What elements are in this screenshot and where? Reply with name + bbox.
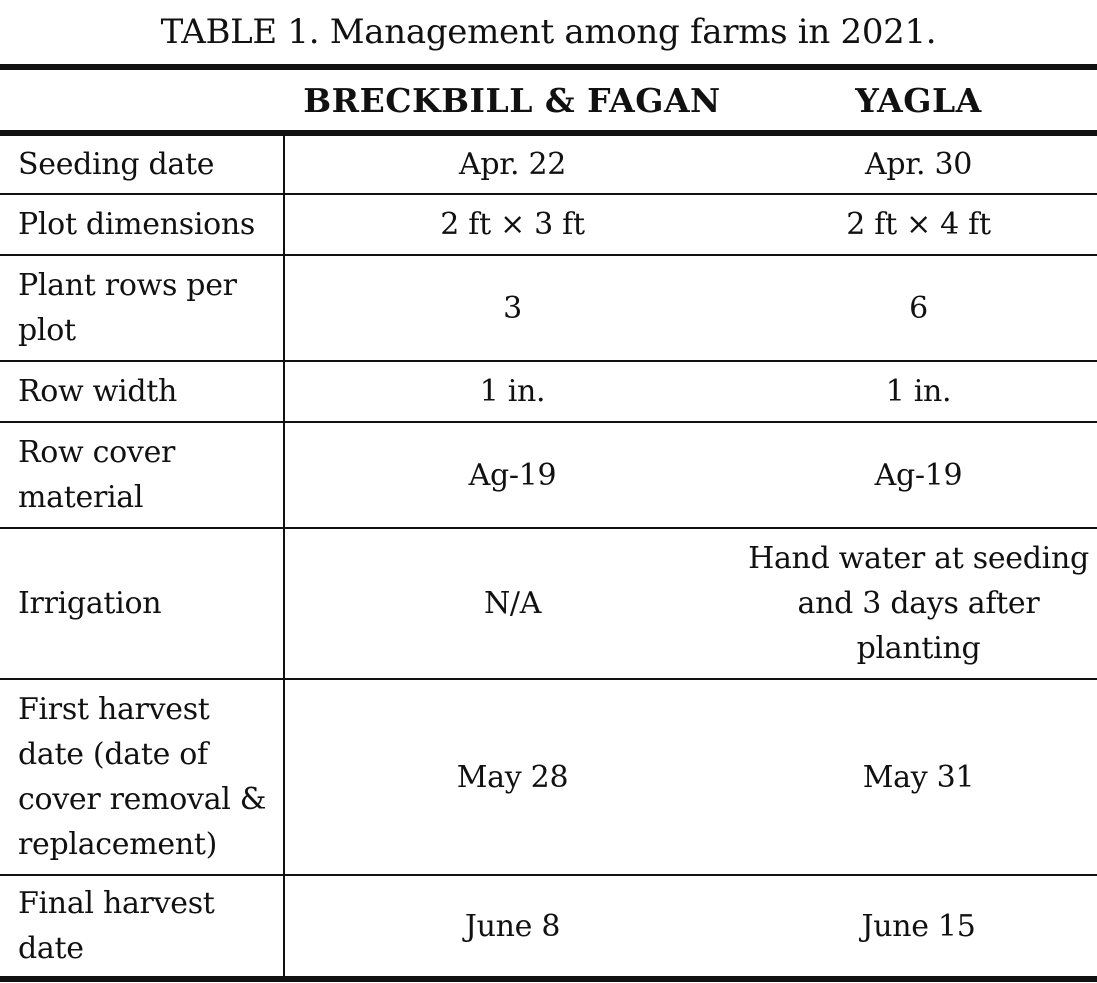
breckbill-fagan-cell: June 8 (284, 875, 740, 979)
yagla-cell: June 15 (740, 875, 1097, 979)
header-yagla: YAGLA (740, 67, 1097, 133)
breckbill-fagan-cell: Ag-19 (284, 422, 740, 528)
row-label: Plot dimensions (0, 194, 284, 255)
header-breckbill-fagan: BRECKBILL & FAGAN (284, 67, 740, 133)
row-label: Seeding date (0, 133, 284, 194)
row-label: First harvest date (date of cover removal & replacement) (0, 679, 284, 875)
table-row (0, 194, 1097, 255)
yagla-cell: May 31 (740, 679, 1097, 875)
table-row (0, 875, 1097, 979)
yagla-cell: Apr. 30 (864, 147, 973, 182)
breckbill-fagan-cell: 2 ft × 3 ft (284, 194, 740, 255)
row-label: Plant rows per plot (0, 255, 284, 361)
table-caption: TABLE 1. Management among farms in 2021. (160, 12, 937, 52)
table-row (0, 422, 1097, 528)
yagla-cell: 2 ft × 4 ft (740, 194, 1097, 255)
breckbill-fagan-cell: 1 in. (284, 361, 740, 422)
row-label: Row width (0, 361, 284, 422)
row-label: Irrigation (0, 528, 284, 679)
yagla-cell: Hand water at seeding and 3 days after planting (740, 528, 1097, 679)
table-row (0, 133, 1097, 194)
table-row (0, 679, 1097, 875)
table-row (0, 528, 1097, 679)
row-label: Final harvest date (0, 875, 284, 979)
yagla-cell: 1 in. (740, 361, 1097, 422)
table-row (0, 361, 1097, 422)
management-table (0, 64, 1097, 982)
header-row (0, 67, 1097, 133)
table-row (0, 255, 1097, 361)
breckbill-fagan-cell: May 28 (284, 679, 740, 875)
breckbill-fagan-cell: Apr. 22 (458, 147, 567, 182)
yagla-cell: Ag-19 (740, 422, 1097, 528)
header-empty (0, 67, 284, 133)
breckbill-fagan-cell: 3 (284, 255, 740, 361)
row-label: Row cover material (0, 422, 284, 528)
breckbill-fagan-cell: N/A (284, 528, 740, 679)
yagla-cell: 6 (740, 255, 1097, 361)
